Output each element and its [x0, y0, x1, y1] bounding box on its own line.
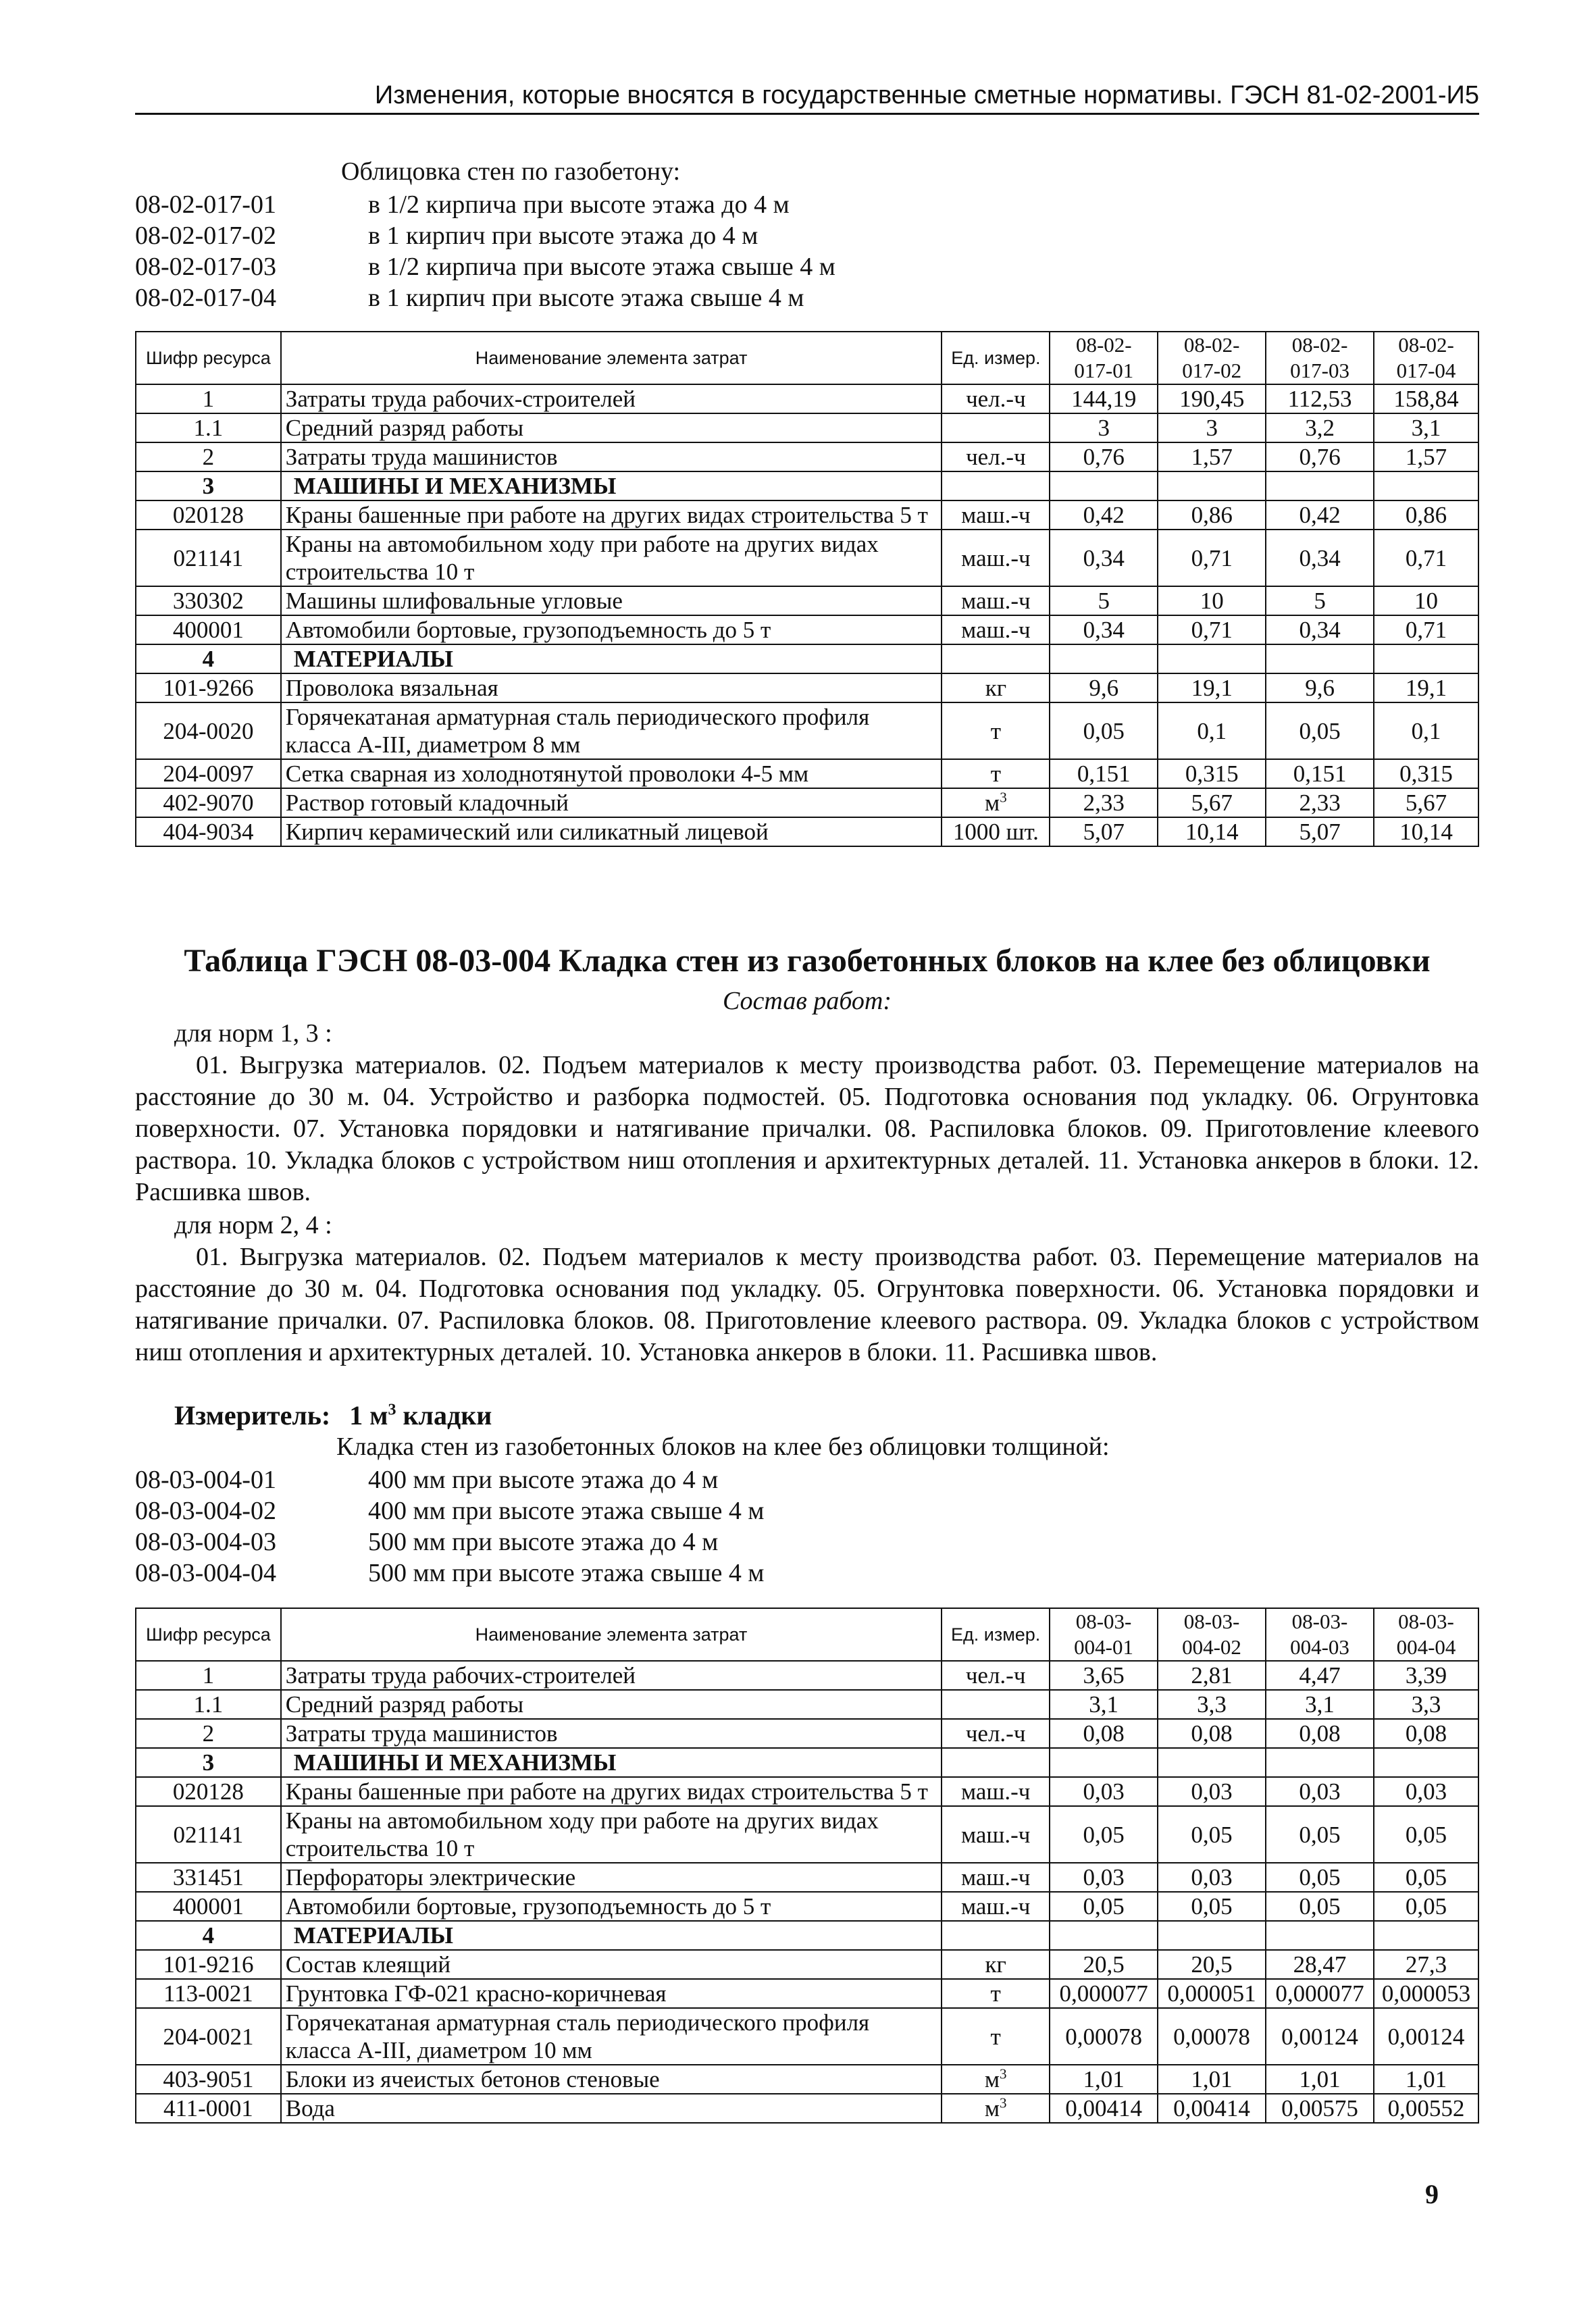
norms-b-text: 01. Выгрузка материалов. 02. Подъем материалов к месту производства работ. 03. Перемещение материалов на расстояние до 30 м. 04. Подготовка основания под укладку. 05. Огрунтовка поверхности. 06. Установка порядовки и натягивание причалки. 07. Распиловка блоков. 08. Приготовление клеевого раствора. 09. Укладка блоков с устройством ниш отопления и архитектурных деталей. 10. Установка анкеров в блоки. 11. Расшивка швов.	[135, 1243, 1479, 1366]
code-row: 08-02-017-03 в 1/2 кирпича при высоте этажа свыше 4 м	[135, 253, 835, 281]
table-row: 1.1 Средний разряд работы 3,1 3,3 3,1 3,3	[136, 1690, 1478, 1719]
code-row: 08-03-004-01 400 мм при высоте этажа до 4 м	[135, 1466, 719, 1494]
table-row: 021141 Краны на автомобильном ходу при работе на других видах строительства 10 т маш.-ч 0,34 0,71 0,34 0,71	[136, 530, 1478, 586]
table-row: 204-0021 Горячекатаная арматурная сталь периодического профиля класса А-III, диаметром 10 мм т 0,00078 0,00078 0,00124 0,00124	[136, 2008, 1478, 2065]
table-row: 2 Затраты труда машинистов чел.-ч 0,76 1,57 0,76 1,57	[136, 442, 1478, 471]
table-row: 020128 Краны башенные при работе на других видах строительства 5 т маш.-ч 0,42 0,86 0,42 0,86	[136, 500, 1478, 530]
page-header: Изменения, которые вносятся в государственные сметные нормативы. ГЭСН 81-02-2001-И5	[135, 81, 1479, 115]
section-row: 3 МАШИНЫ И МЕХАНИЗМЫ	[136, 1748, 1478, 1777]
table-row: 204-0097 Сетка сварная из холоднотянутой проволоки 4-5 мм т 0,151 0,315 0,151 0,315	[136, 759, 1478, 788]
table-row: 411-0001 Вода $м^3$ 0,00414 0,00414 0,00575 0,00552	[136, 2094, 1478, 2123]
table-row: 1.1 Средний разряд работы 3 3 3,2 3,1	[136, 413, 1478, 442]
header-unit: Ед. измер.	[942, 332, 1050, 384]
header-col: 08-03- 004-01	[1050, 1608, 1158, 1661]
table-row: 021141 Краны на автомобильном ходу при работе на других видах строительства 10 т маш.-ч 0,05 0,05 0,05 0,05	[136, 1806, 1478, 1863]
table-row: 403-9051 Блоки из ячеистых бетонов стеновые $м^3$ 1,01 1,01 1,01 1,01	[136, 2065, 1478, 2094]
norms-a-text: 01. Выгрузка материалов. 02. Подъем материалов к месту производства работ. 03. Перемещение материалов на расстояние до 30 м. 04. Устройство и разборка подмостей. 05. Подготовка основания под укладку. 06. Огрунтовка поверхности. 07. Установка порядовки и натягивание причалки. 08. Распиловка блоков. 09. Приготовление клеевого раствора. 10. Укладка блоков с устройством ниш отопления и архитектурных деталей. 11. Установка анкеров в блоки. 12. Расшивка швов.	[135, 1051, 1479, 1206]
table-row: 400001 Автомобили бортовые, грузоподъемность до 5 т маш.-ч 0,34 0,71 0,34 0,71	[136, 615, 1478, 644]
table-row: 402-9070 Раствор готовый кладочный $м^3$ 2,33 5,67 2,33 5,67	[136, 788, 1478, 817]
measure-line: Измеритель: 1 $м^3$ кладки	[174, 1400, 492, 1431]
table-row: 400001 Автомобили бортовые, грузоподъемность до 5 т маш.-ч 0,05 0,05 0,05 0,05	[136, 1892, 1478, 1921]
code-row: 08-03-004-02 400 мм при высоте этажа свыше 4 м	[135, 1497, 765, 1525]
code-row: 08-02-017-01 в 1/2 кирпича при высоте этажа до 4 м	[135, 190, 790, 219]
table-row: 204-0020 Горячекатаная арматурная сталь периодического профиля класса А-III, диаметром 8 мм т 0,05 0,1 0,05 0,1	[136, 702, 1478, 759]
table-row: 2 Затраты труда машинистов чел.-ч 0,08 0,08 0,08 0,08	[136, 1719, 1478, 1748]
table-row: 331451 Перфораторы электрические маш.-ч 0,03 0,03 0,05 0,05	[136, 1863, 1478, 1892]
block1-code-list	[135, 189, 835, 313]
table-row: 404-9034 Кирпич керамический или силикатный лицевой 1000 шт. 5,07 10,14 5,07 10,14	[136, 817, 1478, 846]
code-row: 08-02-017-02 в 1 кирпич при высоте этажа до 4 м	[135, 222, 758, 250]
section-row: 4 МАТЕРИАЛЫ	[136, 644, 1478, 673]
header-code: Шифр ресурса	[136, 1608, 281, 1661]
header-code: Шифр ресурса	[136, 332, 281, 384]
header-col: 08-02- 017-02	[1158, 332, 1266, 384]
table-row: 101-9216 Состав клеящий кг 20,5 20,5 28,47 27,3	[136, 1950, 1478, 1979]
header-col: 08-02- 017-01	[1050, 332, 1158, 384]
table2-title: Таблица ГЭСН 08-03-004 Кладка стен из газобетонных блоков на клее без облицовки	[184, 943, 1431, 979]
table-row: 330302 Машины шлифовальные угловые маш.-ч 5 10 5 10	[136, 586, 1478, 615]
page-number: 9	[1425, 2179, 1439, 2209]
table-row: 020128 Краны башенные при работе на других видах строительства 5 т маш.-ч 0,03 0,03 0,03 0,03	[136, 1777, 1478, 1806]
work-composition-subtitle: Состав работ:	[722, 987, 892, 1015]
header-col: 08-03- 004-03	[1266, 1608, 1374, 1661]
norm-table-2	[135, 1608, 1479, 2124]
block2-code-list	[135, 1464, 764, 1589]
norms-a-label: для норм 1, 3 :	[174, 1019, 332, 1048]
table-row: 101-9266 Проволока вязальная кг 9,6 19,1 9,6 19,1	[136, 673, 1478, 702]
code-row: 08-02-017-04 в 1 кирпич при высоте этажа свыше 4 м	[135, 284, 804, 312]
header-col: 08-03- 004-04	[1374, 1608, 1478, 1661]
header-name: Наименование элемента затрат	[281, 332, 942, 384]
block1-intro: Облицовка стен по газобетону:	[341, 157, 681, 186]
table-header-row	[136, 332, 1478, 384]
code-row: 08-03-004-03 500 мм при высоте этажа до 4 м	[135, 1528, 719, 1556]
table-row: 113-0021 Грунтовка ГФ-021 красно-коричневая т 0,000077 0,000051 0,000077 0,000053	[136, 1979, 1478, 2008]
table-row: 1 Затраты труда рабочих-строителей чел.-ч 144,19 190,45 112,53 158,84	[136, 384, 1478, 413]
header-col: 08-02- 017-04	[1374, 332, 1478, 384]
header-col: 08-02- 017-03	[1266, 332, 1374, 384]
header-unit: Ед. измер.	[942, 1608, 1050, 1661]
table-header-row	[136, 1608, 1478, 1661]
table-row: 1 Затраты труда рабочих-строителей чел.-ч 3,65 2,81 4,47 3,39	[136, 1661, 1478, 1690]
header-col: 08-03- 004-02	[1158, 1608, 1266, 1661]
norms-b-label: для норм 2, 4 :	[174, 1211, 332, 1239]
section-row: 4 МАТЕРИАЛЫ	[136, 1921, 1478, 1950]
section-row: 3 МАШИНЫ И МЕХАНИЗМЫ	[136, 471, 1478, 500]
header-name: Наименование элемента затрат	[281, 1608, 942, 1661]
norm-table-1	[135, 331, 1479, 847]
code-row: 08-03-004-04 500 мм при высоте этажа свыше 4 м	[135, 1559, 765, 1587]
block2-intro: Кладка стен из газобетонных блоков на клее без облицовки толщиной:	[336, 1433, 1110, 1461]
